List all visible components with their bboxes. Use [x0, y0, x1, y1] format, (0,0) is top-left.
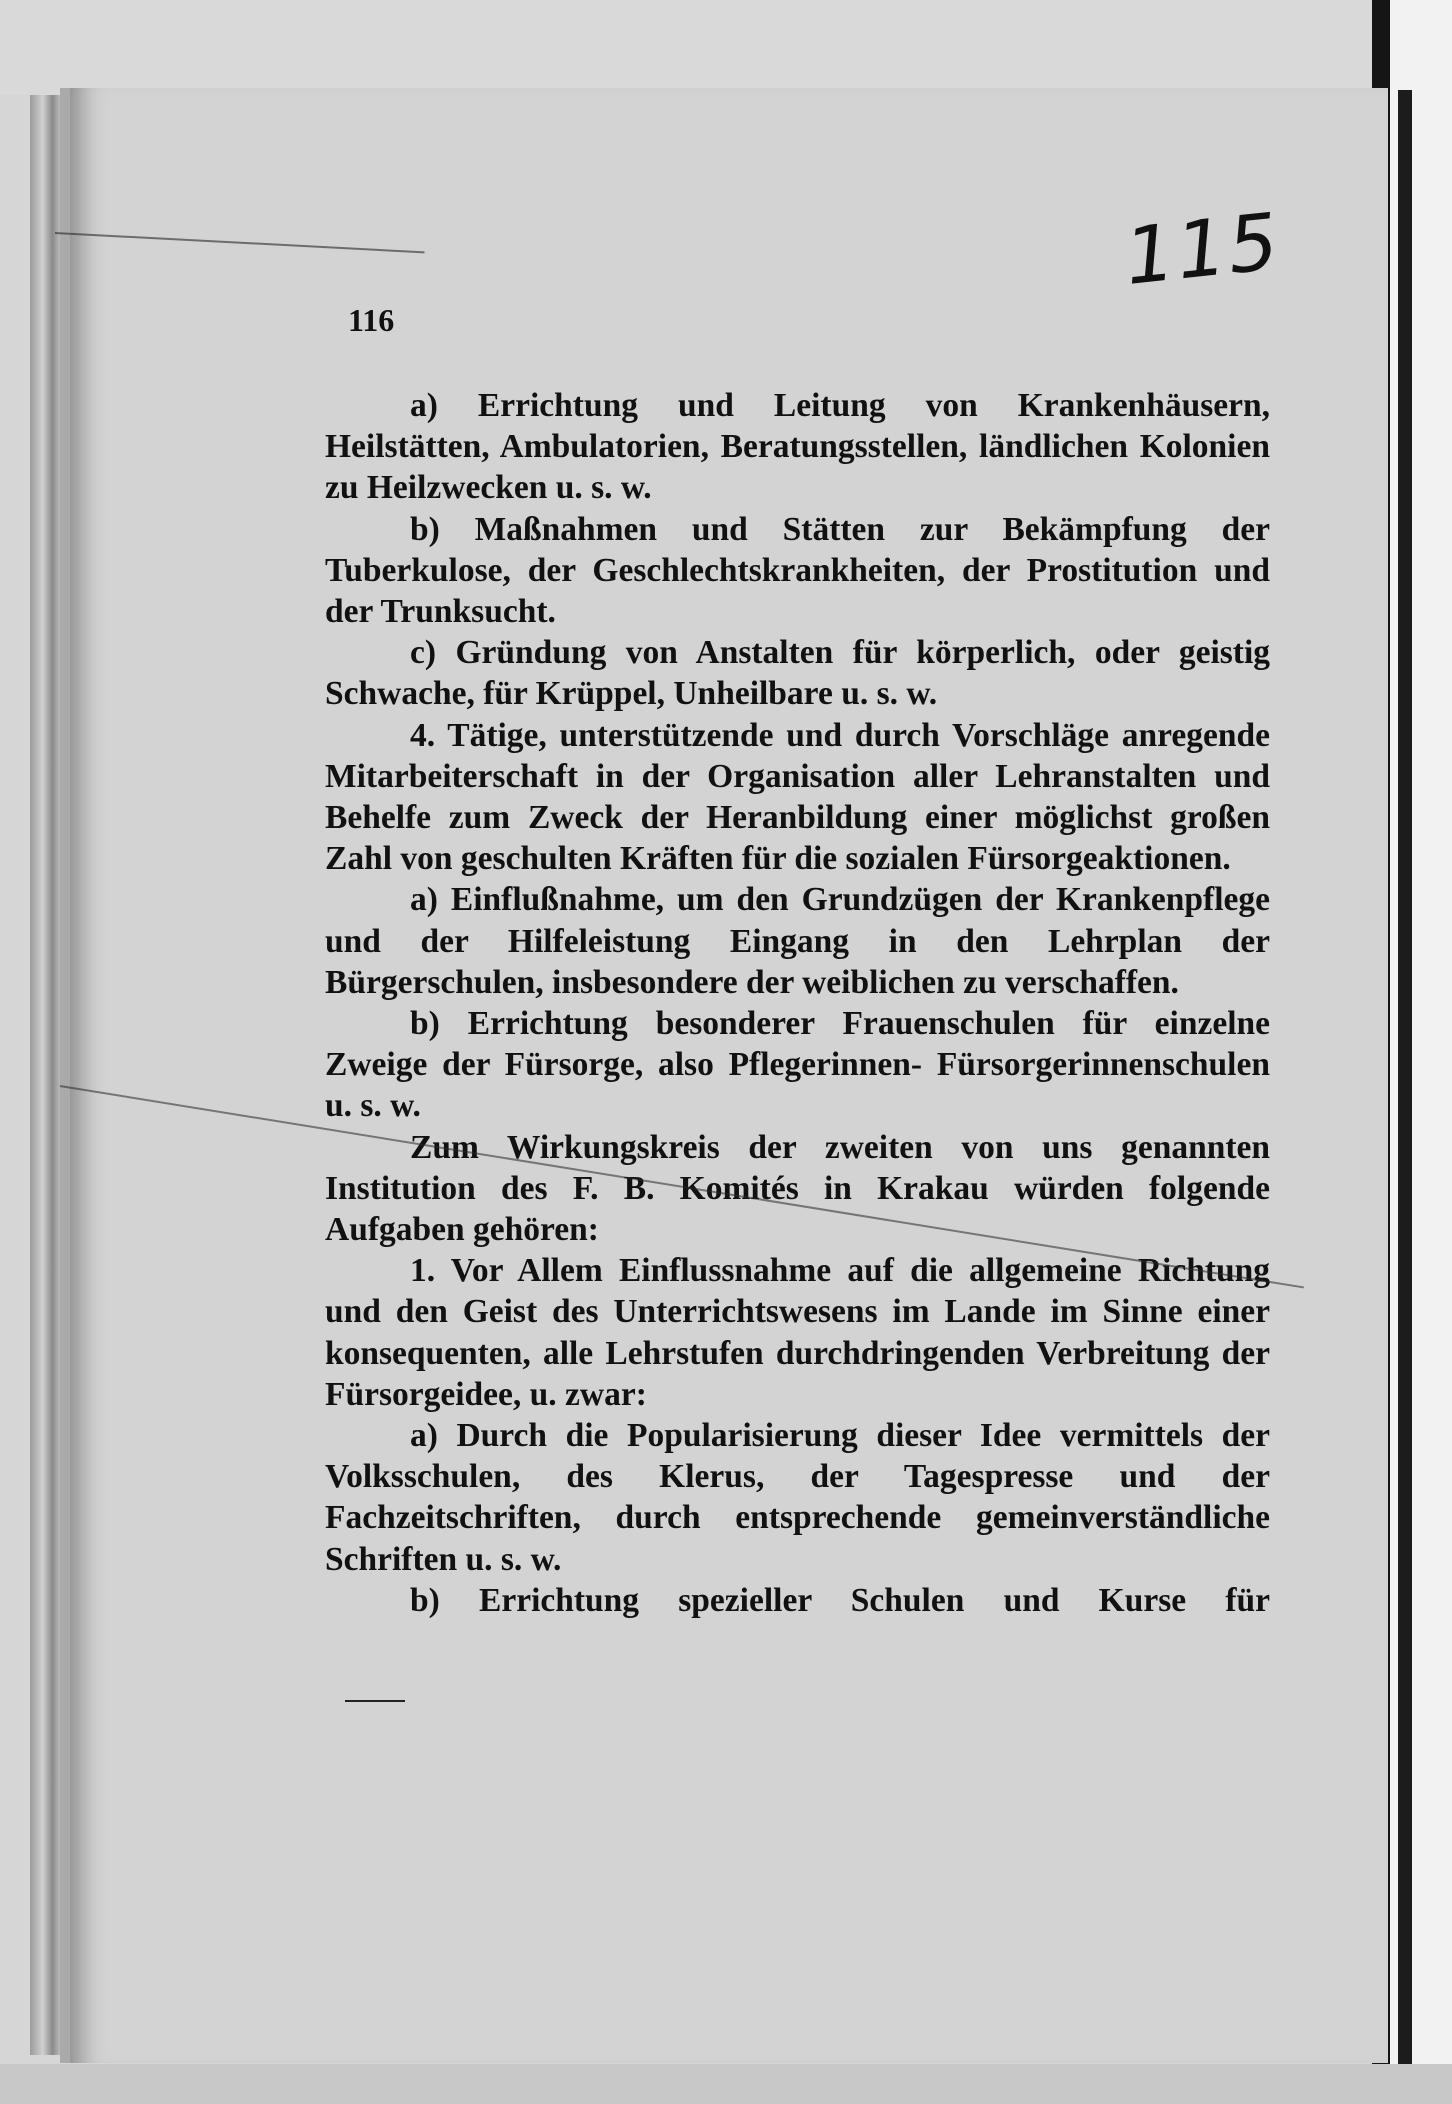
pen-strike-mark — [345, 1700, 405, 1702]
paragraph: a) Errichtung und Leitung von Krankenhäusern, Heilstätten, Ambulatorien, Beratungsstellen, ländlichen Kolonien zu Heilzwecken u. s. w. — [325, 387, 1270, 507]
paragraph: b) Errichtung spezieller Schulen und Kurse für — [410, 1581, 1270, 1619]
paragraph: 1. Vor Allem Einflussnahme auf die allgemeine Richtung und den Geist des Unterrichtswesens im Lande im Sinne einer konsequenten, alle Lehrstufen durchdringenden Verbreitung der Fürsorgeidee, u. zwar: — [325, 1252, 1270, 1413]
page-number: 116 — [348, 302, 395, 338]
paragraph: b) Maßnahmen und Stätten zur Bekämpfung der Tuberkulose, der Geschlechtskrankheiten, der Prostitution und der Trunksucht. — [325, 510, 1270, 631]
facing-page-shadow — [1398, 90, 1412, 2104]
handwritten-archive-number: 115 — [1120, 197, 1285, 303]
paragraph: Zum Wirkungskreis der zweiten von uns genannten Institution des F. B. Komités in Krakau würden folgende Aufgaben gehören: — [325, 1128, 1270, 1249]
paragraph: b) Errichtung besonderer Frauenschulen für einzelne Zweige der Fürsorge, also Pflegerinnen- Fürsorgerinnenschulen u. s. w. — [325, 1005, 1270, 1125]
scan-bottom-margin — [0, 2064, 1452, 2104]
paragraph: c) Gründung von Anstalten für körperlich, oder geistig Schwache, für Krüppel, Unheilbare u. s. w. — [325, 634, 1270, 713]
body-text — [325, 385, 1270, 1621]
book-spine — [30, 95, 62, 2055]
paragraph: 4. Tätige, unterstützende und durch Vorschläge anregende Mitarbeiterschaft in der Organisation aller Lehranstalten und Behelfe zum Zweck der Heranbildung einer möglichst großen Zahl von geschulten Kräften für die sozialen Fürsorgeaktionen. — [325, 716, 1270, 878]
paragraph: a) Einflußnahme, um den Grundzügen der Krankenpflege und der Hilfeleistung Eingang in den Lehrplan der Bürgerschulen, insbesondere der weiblichen zu verschaffen. — [325, 881, 1270, 1001]
scan-top-margin — [0, 0, 1452, 95]
paragraph: a) Durch die Popularisierung dieser Idee vermittels der Volksschulen, des Klerus, der Tagespresse und der Fachzeitschriften, durch entsprechende gemeinverständliche Schriften u. s. w. — [325, 1417, 1270, 1578]
